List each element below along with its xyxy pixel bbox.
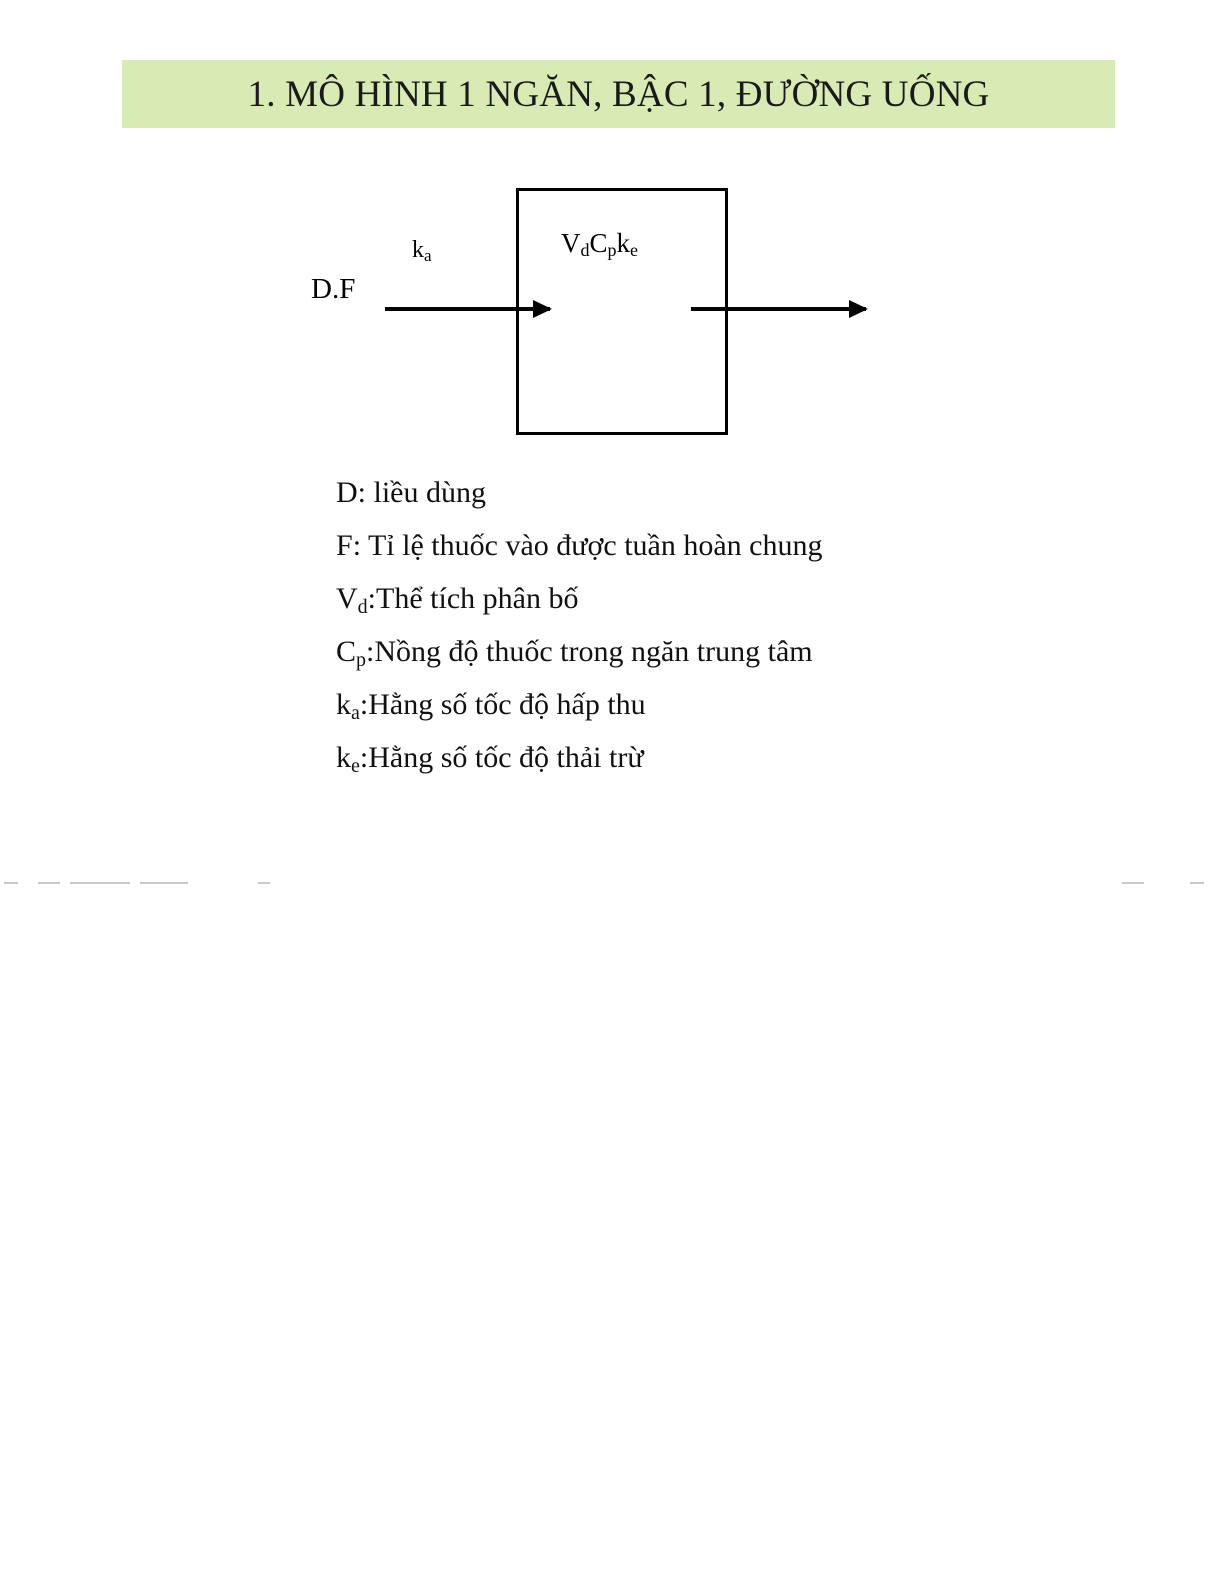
list-item: [336, 468, 1056, 521]
legend-text: :Thể tích phân bố: [367, 582, 579, 615]
legend-text: :Hằng số tốc độ thải trừ: [359, 741, 644, 774]
legend-subscript: a: [351, 702, 360, 724]
vd-subscript: d: [580, 240, 590, 260]
legend-symbol: V: [336, 582, 358, 615]
legend-list: [336, 468, 1056, 786]
elimination-arrow: [691, 307, 866, 311]
absorption-rate-constant-label: [412, 237, 432, 264]
ke-symbol: k: [616, 228, 631, 258]
legend-symbol: k: [336, 688, 351, 721]
slide-title-banner: [122, 60, 1115, 128]
legend-subscript: e: [351, 755, 360, 777]
legend-symbol: k: [336, 741, 351, 774]
legend-text: : Tỉ lệ thuốc vào được tuần hoàn chung: [352, 529, 823, 562]
list-item: [336, 680, 1056, 733]
vd-symbol: V: [561, 228, 581, 258]
ke-subscript: e: [630, 240, 639, 260]
legend-text: :Nồng độ thuốc trong ngăn trung tâm: [366, 635, 813, 668]
legend-subscript: p: [356, 649, 367, 671]
list-item: [336, 627, 1056, 680]
compartment-model-diagram: [280, 180, 920, 450]
central-compartment-box: [516, 188, 728, 435]
legend-text: :Hằng số tốc độ hấp thu: [359, 688, 646, 721]
legend-symbol: C: [336, 635, 357, 668]
compartment-parameters-label: [561, 228, 638, 259]
ka-symbol: k: [412, 237, 424, 263]
cp-symbol: C: [589, 228, 608, 258]
list-item: [336, 521, 1056, 574]
legend-subscript: d: [357, 596, 368, 618]
scan-artifacts: [0, 882, 1225, 888]
cp-subscript: p: [607, 240, 617, 260]
list-item: [336, 733, 1056, 786]
legend-symbol: D: [336, 476, 358, 509]
legend-text: : liều dùng: [357, 476, 486, 509]
ka-subscript: a: [424, 246, 432, 265]
dose-input-label: D.F: [311, 273, 356, 305]
list-item: [336, 574, 1056, 627]
page-title: 1. MÔ HÌNH 1 NGĂN, BẬC 1, ĐƯỜNG UỐNG: [247, 73, 990, 115]
legend-symbol: F: [336, 529, 353, 562]
